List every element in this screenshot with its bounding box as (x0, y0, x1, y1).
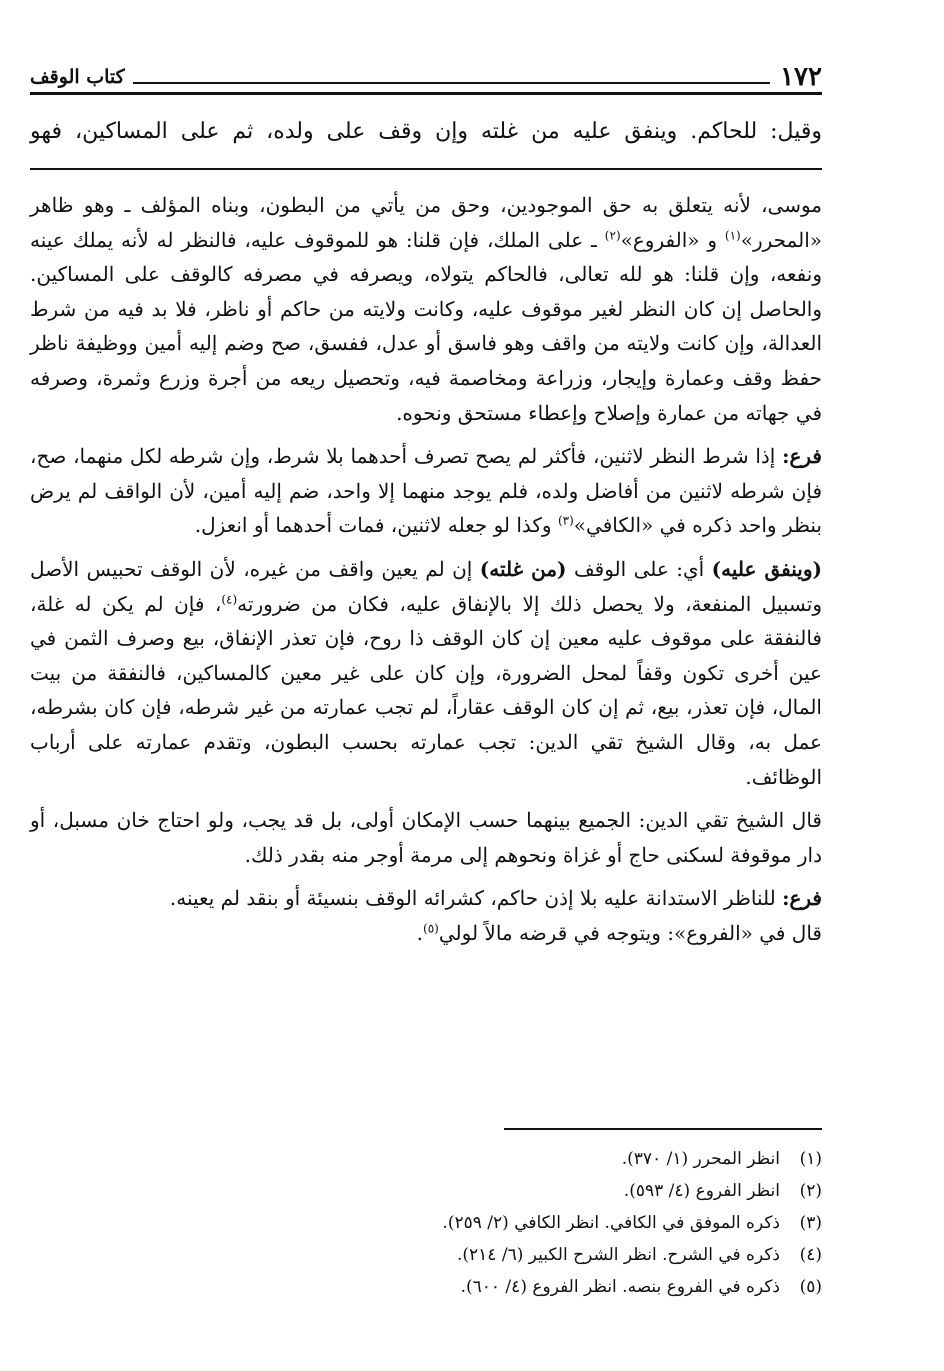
paragraph-5 (30, 881, 822, 950)
paragraph-text: وكذا لو جعله لاثنين، فمات أحدهما أو انعزل. (194, 513, 558, 538)
footnote-text: انظر الفروع (٤/ ٥٩٣). (623, 1181, 780, 1201)
branch-keyword: فرع: (782, 886, 822, 911)
paragraph-4: قال الشيخ تقي الدين: الجميع بينهما حسب الإمكان أولى، بل قد يجب، ولو احتاج خان مسبل، أو دار موقوفة لسكنى حاج أو غزاة ونحوهم إلى مرمة أوجر منه بقدر ذلك. (30, 808, 822, 867)
page-header (30, 56, 822, 92)
paragraph-text: ، فإن لم يكن له غلة، فالنفقة على موقوف عليه معين إن كان الوقف ذا روح، فإن تعذر الإنفاق، بيع وصرف الثمن في عين أخرى تكون وقفاً لمحل الضرورة، وإن كان على غير معين كالمساكين، فالنفقة من بيت المال، فإن تعذر، بيع، ثم إن كان الوقف عقاراً، لم تجب عمارته من غير شرطه، فإن كان بشرطه، عمل به، وقال الشيخ تقي الدين: تجب عمارته بحسب البطون، وتقدم عمارته على أرباب الوظائف. (30, 591, 822, 789)
paragraph-text: إن لم يعين واقف من غيره، لأن الوقف تحبيس الأصل وتسبيل المنفعة، ولا يحصل ذلك إلا بالإنفاق عليه، فكان من ضرورته (30, 556, 822, 616)
book-page (30, 0, 822, 1371)
footnote-2 (30, 1175, 822, 1207)
paragraph-text: إذا شرط النظر لاثنين، فأكثر لم يصح تصرف أحدهما بلا شرط، وإن شرطه لكل منهما، صح، فإن شرطه لاثنين من أفاضل ولده، فلم يوجد منهما إلا واحد، ضم إليه أمين، لأن الواقف لم يرض بنظر واحد ذكره في «الكافي» (30, 444, 822, 538)
footnote-divider (504, 1128, 822, 1130)
paragraph-text: و «الفروع» (620, 227, 725, 252)
page-number: ١٧٢ (780, 62, 822, 92)
paragraph-3 (30, 552, 822, 794)
footnote-ref-3[interactable]: (٣) (557, 513, 574, 528)
paragraph-text: موسى، لأنه يتعلق به حق الموجودين، وحق من يأتي من البطون، وبناه المؤلف ـ وهو ظاهر «المحرر» (30, 193, 823, 252)
paragraph-text: قال في «الفروع»: ويتوجه في قرضه مالاً لولي (438, 920, 822, 945)
paragraph-2 (30, 439, 822, 543)
header-divider (133, 82, 770, 84)
paragraph-text: . (416, 920, 424, 945)
footnote-text: ذكره في الفروع بنصه. انظر الفروع (٤/ ٦٠٠). (460, 1277, 780, 1297)
footnote-ref-1[interactable]: (١) (724, 227, 741, 242)
matn-quote: (وينفق عليه) (711, 556, 822, 581)
footnotes (30, 1143, 822, 1303)
commentary-body (30, 188, 822, 950)
footnote-4 (30, 1239, 822, 1271)
matn-quote: (من غلته) (479, 556, 567, 581)
footnote-number: (١) (799, 1149, 822, 1169)
footnote-number: (٢) (799, 1181, 822, 1201)
footnote-ref-2[interactable]: (٢) (604, 227, 621, 242)
footnote-number: (٤) (799, 1245, 822, 1265)
footnote-3 (30, 1207, 822, 1239)
branch-keyword: فرع: (782, 444, 822, 469)
footnote-text: ذكره في الشرح. انظر الشرح الكبير (٦/ ٢١٤). (457, 1245, 780, 1265)
footnote-ref-5[interactable]: (٥) (423, 921, 439, 936)
paragraph-text: ـ على الملك، فإن قلنا: هو للموقوف عليه، فالنظر له لأنه يملك عينه ونفعه، وإن قلنا: هو لله تعالى، فالحاكم يتولاه، ويصرفه في مصرفه كالوقف على المساكين. والحاصل إن كان النظر لغير موقوف عليه، وكانت ولايته من حاكم أو ناظر، فلا بد فيه من شرط العدالة، وإن كانت ولايته من واقف وهو فاسق أو عدل، ففسق، صح وضم إليه أمين ووظيفة ناظر حفظ وقف وعمارة وإيجار، وزراعة ومخاصمة فيه، وتحصيل ريعه من أجرة وزرع وثمرة، وصرفه في جهاته من عمارة وإصلاح وإعطاء مستحق ونحوه. (30, 227, 822, 425)
paragraph-text: أي: على الوقف (566, 556, 712, 581)
footnote-5 (30, 1271, 822, 1303)
footnote-text: انظر المحرر (١/ ٣٧٠). (621, 1149, 780, 1169)
matn-text: وقيل: للحاكم. وينفق عليه من غلته وإن وقف على ولده، ثم على المساكين، فهو (30, 119, 822, 144)
footnote-number: (٥) (799, 1277, 822, 1297)
header-rule (30, 92, 822, 95)
matn-divider (30, 168, 822, 170)
footnote-ref-4[interactable]: (٤) (221, 591, 238, 606)
footnote-text: ذكره الموفق في الكافي. انظر الكافي (٢/ ٢٥٩). (442, 1213, 780, 1233)
paragraph-text: للناظر الاستدانة عليه بلا إذن حاكم، كشرائه الوقف بنسيئة أو بنقد لم يعينه. (169, 886, 783, 911)
footnote-1 (30, 1143, 822, 1175)
running-title: كتاب الوقف (30, 66, 125, 88)
footnote-number: (٣) (799, 1213, 822, 1233)
paragraph-1 (30, 188, 822, 430)
